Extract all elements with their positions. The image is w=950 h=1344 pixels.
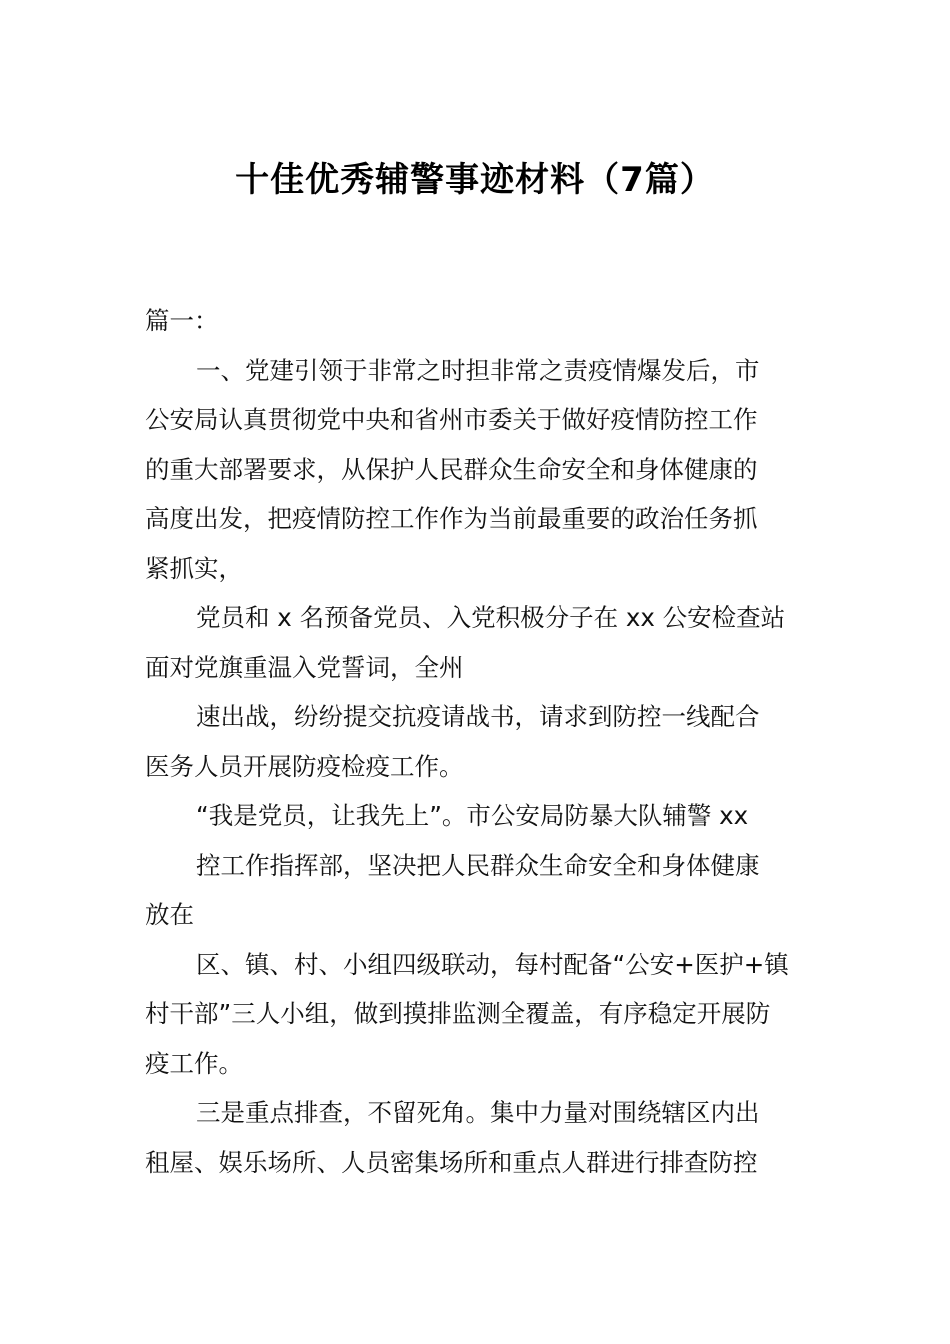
text-line: “我是党员，让我先上”。市公安局防暴大队辅警 xx — [196, 801, 749, 830]
text-line: 疫工作。 — [145, 1048, 243, 1078]
text-line: 公安局认真贯彻党中央和省州市委关于做好疫情防控工作 — [145, 405, 758, 434]
text-line: 租屋、娱乐场所、人员密集场所和重点人群进行排查防控 — [145, 1147, 758, 1177]
text-line: 三是重点排查，不留死角。集中力量对围绕辖区内出 — [196, 1098, 760, 1127]
document-body — [145, 296, 807, 1187]
text-line: 放在 — [145, 900, 194, 929]
text-line: 面对党旗重温入党誓词，全州 — [145, 652, 464, 682]
text-line: 控工作指挥部，坚决把人民群众生命安全和身体健康 — [196, 850, 760, 880]
text-line: 速出战，纷纷提交抗疫请战书，请求到防控一线配合 — [196, 702, 760, 731]
document-title: 十佳优秀辅警事迹材料（7篇） — [235, 160, 715, 200]
text-line: 医务人员开展防疫检疫工作。 — [145, 751, 464, 781]
text-line: 篇一： — [145, 306, 219, 335]
text-line: 的重大部署要求，从保护人民群众生命安全和身体健康的 — [145, 454, 758, 484]
text-line: 区、镇、村、小组四级联动，每村配备“公安+医护+镇 — [196, 949, 789, 979]
text-line: 紧抓实， — [145, 553, 243, 583]
text-line: 党员和 x 名预备党员、入党积极分子在 xx 公安检查站 — [196, 603, 786, 632]
text-line: 村干部”三人小组，做到摸排监测全覆盖，有序稳定开展防 — [145, 999, 771, 1028]
text-line: 高度出发，把疫情防控工作作为当前最重要的政治任务抓 — [145, 504, 758, 533]
text-line: 一、党建引领于非常之时担非常之责疫情爆发后，市 — [196, 355, 760, 385]
